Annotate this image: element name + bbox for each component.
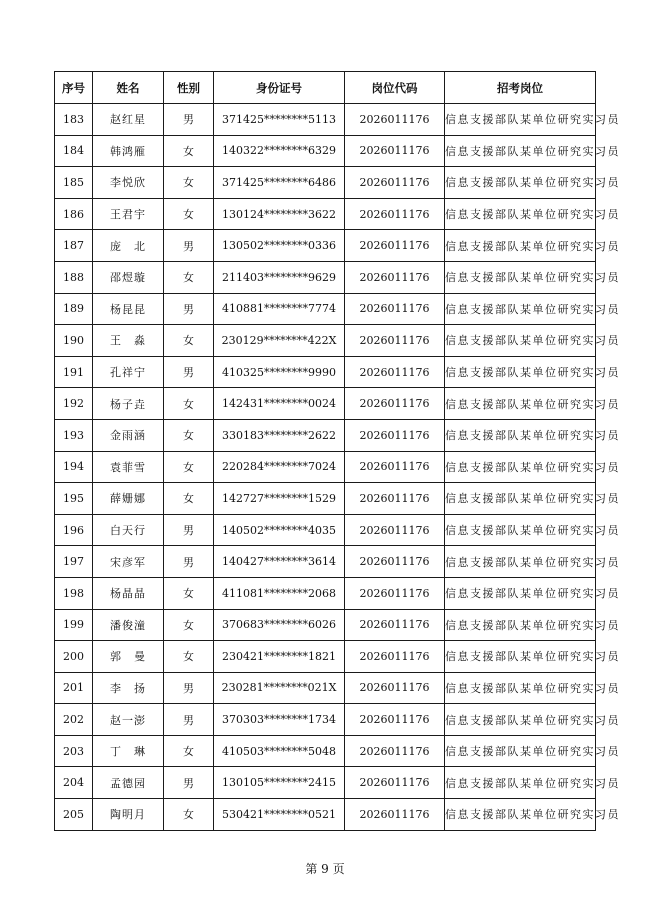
- cell-post-code: 2026011176: [345, 641, 445, 673]
- cell-gender: 女: [164, 577, 214, 609]
- candidate-table: [54, 71, 620, 831]
- cell-post-title: 信息支援部队某单位研究实习员: [445, 514, 596, 546]
- cell-seq: 187: [55, 230, 93, 262]
- cell-id-number: 211403********9629: [214, 261, 345, 293]
- cell-post-title: 信息支援部队某单位研究实习员: [445, 167, 596, 199]
- header-id-number: 身份证号: [214, 72, 345, 104]
- cell-gender: 男: [164, 672, 214, 704]
- table-row: [55, 483, 596, 515]
- cell-seq: 198: [55, 577, 93, 609]
- table-row: [55, 261, 596, 293]
- cell-post-title: 信息支援部队某单位研究实习员: [445, 641, 596, 673]
- cell-post-code: 2026011176: [345, 451, 445, 483]
- cell-id-number: 130124********3622: [214, 198, 345, 230]
- cell-post-title: 信息支援部队某单位研究实习员: [445, 356, 596, 388]
- cell-name: 杨晶晶: [93, 577, 164, 609]
- cell-post-title: 信息支援部队某单位研究实习员: [445, 388, 596, 420]
- cell-seq: 190: [55, 325, 93, 357]
- cell-seq: 191: [55, 356, 93, 388]
- table-row: [55, 672, 596, 704]
- cell-name: 韩鸿雁: [93, 135, 164, 167]
- cell-id-number: 370683********6026: [214, 609, 345, 641]
- cell-gender: 女: [164, 799, 214, 831]
- cell-id-number: 142727********1529: [214, 483, 345, 515]
- table-row: [55, 799, 596, 831]
- cell-id-number: 220284********7024: [214, 451, 345, 483]
- cell-post-code: 2026011176: [345, 230, 445, 262]
- cell-post-title: 信息支援部队某单位研究实习员: [445, 261, 596, 293]
- cell-gender: 女: [164, 735, 214, 767]
- cell-name: 金雨涵: [93, 419, 164, 451]
- cell-name: 白天行: [93, 514, 164, 546]
- cell-post-title: 信息支援部队某单位研究实习员: [445, 735, 596, 767]
- cell-post-code: 2026011176: [345, 293, 445, 325]
- cell-post-title: 信息支援部队某单位研究实习员: [445, 704, 596, 736]
- cell-id-number: 140502********4035: [214, 514, 345, 546]
- cell-post-code: 2026011176: [345, 167, 445, 199]
- cell-seq: 205: [55, 799, 93, 831]
- cell-gender: 男: [164, 704, 214, 736]
- table-body: [55, 104, 620, 831]
- cell-seq: 188: [55, 261, 93, 293]
- cell-id-number: 411081********2068: [214, 577, 345, 609]
- cell-gender: 女: [164, 167, 214, 199]
- cell-gender: 女: [164, 325, 214, 357]
- cell-seq: 192: [55, 388, 93, 420]
- cell-id-number: 370303********1734: [214, 704, 345, 736]
- cell-name: 庞 北: [93, 230, 164, 262]
- cell-post-code: 2026011176: [345, 546, 445, 578]
- cell-post-code: 2026011176: [345, 483, 445, 515]
- cell-name: 宋彦军: [93, 546, 164, 578]
- table-row: [55, 546, 596, 578]
- header-gender: 性别: [164, 72, 214, 104]
- cell-name: 孔祥宁: [93, 356, 164, 388]
- cell-post-code: 2026011176: [345, 198, 445, 230]
- cell-post-code: 2026011176: [345, 135, 445, 167]
- table-row: [55, 230, 596, 262]
- cell-post-title: 信息支援部队某单位研究实习员: [445, 293, 596, 325]
- cell-seq: 201: [55, 672, 93, 704]
- cell-post-title: 信息支援部队某单位研究实习员: [445, 546, 596, 578]
- cell-post-code: 2026011176: [345, 735, 445, 767]
- cell-post-code: 2026011176: [345, 388, 445, 420]
- cell-name: 潘俊潼: [93, 609, 164, 641]
- cell-gender: 男: [164, 230, 214, 262]
- cell-post-code: 2026011176: [345, 704, 445, 736]
- cell-seq: 197: [55, 546, 93, 578]
- cell-id-number: 410325********9990: [214, 356, 345, 388]
- table-row: [55, 293, 596, 325]
- table-row: [55, 704, 596, 736]
- cell-post-code: 2026011176: [345, 261, 445, 293]
- cell-name: 王 淼: [93, 325, 164, 357]
- table-row: [55, 167, 596, 199]
- cell-id-number: 410881********7774: [214, 293, 345, 325]
- cell-post-code: 2026011176: [345, 419, 445, 451]
- cell-post-code: 2026011176: [345, 767, 445, 799]
- cell-seq: 199: [55, 609, 93, 641]
- cell-post-title: 信息支援部队某单位研究实习员: [445, 577, 596, 609]
- header-post-code: 岗位代码: [345, 72, 445, 104]
- table-row: [55, 104, 596, 136]
- cell-post-title: 信息支援部队某单位研究实习员: [445, 609, 596, 641]
- cell-name: 王君宇: [93, 198, 164, 230]
- cell-post-title: 信息支援部队某单位研究实习员: [445, 451, 596, 483]
- cell-id-number: 530421********0521: [214, 799, 345, 831]
- table-row: [55, 609, 596, 641]
- cell-gender: 女: [164, 609, 214, 641]
- cell-post-title: 信息支援部队某单位研究实习员: [445, 419, 596, 451]
- cell-name: 陶明月: [93, 799, 164, 831]
- cell-name: 邵煜璇: [93, 261, 164, 293]
- cell-id-number: 130105********2415: [214, 767, 345, 799]
- cell-id-number: 230129********422X: [214, 325, 345, 357]
- cell-gender: 女: [164, 135, 214, 167]
- cell-post-code: 2026011176: [345, 514, 445, 546]
- cell-post-code: 2026011176: [345, 799, 445, 831]
- header-seq: 序号: [55, 72, 93, 104]
- cell-gender: 女: [164, 419, 214, 451]
- cell-name: 丁 琳: [93, 735, 164, 767]
- cell-post-title: 信息支援部队某单位研究实习员: [445, 198, 596, 230]
- cell-gender: 女: [164, 451, 214, 483]
- cell-post-code: 2026011176: [345, 577, 445, 609]
- table-row: [55, 198, 596, 230]
- page-number: 第 9 页: [305, 862, 345, 876]
- cell-gender: 男: [164, 356, 214, 388]
- cell-name: 薛姗娜: [93, 483, 164, 515]
- cell-id-number: 140322********6329: [214, 135, 345, 167]
- cell-post-title: 信息支援部队某单位研究实习员: [445, 325, 596, 357]
- cell-gender: 男: [164, 293, 214, 325]
- cell-post-title: 信息支援部队某单位研究实习员: [445, 230, 596, 262]
- cell-seq: 185: [55, 167, 93, 199]
- cell-gender: 女: [164, 388, 214, 420]
- cell-id-number: 410503********5048: [214, 735, 345, 767]
- cell-post-title: 信息支援部队某单位研究实习员: [445, 104, 596, 136]
- cell-id-number: 330183********2622: [214, 419, 345, 451]
- cell-gender: 女: [164, 261, 214, 293]
- cell-seq: 184: [55, 135, 93, 167]
- cell-id-number: 371425********5113: [214, 104, 345, 136]
- table-row: [55, 325, 596, 357]
- cell-name: 赵红星: [93, 104, 164, 136]
- cell-post-title: 信息支援部队某单位研究实习员: [445, 799, 596, 831]
- cell-name: 孟德园: [93, 767, 164, 799]
- cell-seq: 203: [55, 735, 93, 767]
- cell-seq: 189: [55, 293, 93, 325]
- cell-id-number: 230281********021X: [214, 672, 345, 704]
- table-row: [55, 388, 596, 420]
- cell-post-title: 信息支援部队某单位研究实习员: [445, 767, 596, 799]
- table-row: [55, 419, 596, 451]
- cell-gender: 女: [164, 198, 214, 230]
- cell-name: 袁菲雪: [93, 451, 164, 483]
- cell-gender: 男: [164, 767, 214, 799]
- cell-id-number: 230421********1821: [214, 641, 345, 673]
- cell-gender: 男: [164, 546, 214, 578]
- cell-name: 郭 曼: [93, 641, 164, 673]
- cell-seq: 193: [55, 419, 93, 451]
- table-row: [55, 577, 596, 609]
- header-name: 姓名: [93, 72, 164, 104]
- cell-seq: 183: [55, 104, 93, 136]
- cell-id-number: 140427********3614: [214, 546, 345, 578]
- cell-post-code: 2026011176: [345, 325, 445, 357]
- cell-id-number: 371425********6486: [214, 167, 345, 199]
- cell-seq: 195: [55, 483, 93, 515]
- table-header-row: [55, 72, 596, 104]
- cell-seq: 200: [55, 641, 93, 673]
- cell-gender: 女: [164, 641, 214, 673]
- table-row: [55, 451, 596, 483]
- cell-post-code: 2026011176: [345, 356, 445, 388]
- cell-seq: 196: [55, 514, 93, 546]
- table-row: [55, 641, 596, 673]
- cell-gender: 男: [164, 104, 214, 136]
- table-row: [55, 356, 596, 388]
- cell-id-number: 142431********0024: [214, 388, 345, 420]
- cell-seq: 202: [55, 704, 93, 736]
- cell-seq: 186: [55, 198, 93, 230]
- header-post-title: 招考岗位: [445, 72, 596, 104]
- cell-gender: 女: [164, 483, 214, 515]
- cell-name: 李悦欣: [93, 167, 164, 199]
- cell-seq: 204: [55, 767, 93, 799]
- cell-seq: 194: [55, 451, 93, 483]
- cell-name: 赵一澎: [93, 704, 164, 736]
- table-row: [55, 767, 596, 799]
- cell-id-number: 130502********0336: [214, 230, 345, 262]
- cell-name: 杨子垚: [93, 388, 164, 420]
- table-row: [55, 135, 596, 167]
- cell-post-code: 2026011176: [345, 609, 445, 641]
- cell-post-title: 信息支援部队某单位研究实习员: [445, 135, 596, 167]
- table-row: [55, 514, 596, 546]
- cell-gender: 男: [164, 514, 214, 546]
- cell-post-code: 2026011176: [345, 104, 445, 136]
- cell-name: 杨昆昆: [93, 293, 164, 325]
- cell-post-title: 信息支援部队某单位研究实习员: [445, 672, 596, 704]
- table-row: [55, 735, 596, 767]
- cell-post-title: 信息支援部队某单位研究实习员: [445, 483, 596, 515]
- cell-name: 李 扬: [93, 672, 164, 704]
- cell-post-code: 2026011176: [345, 672, 445, 704]
